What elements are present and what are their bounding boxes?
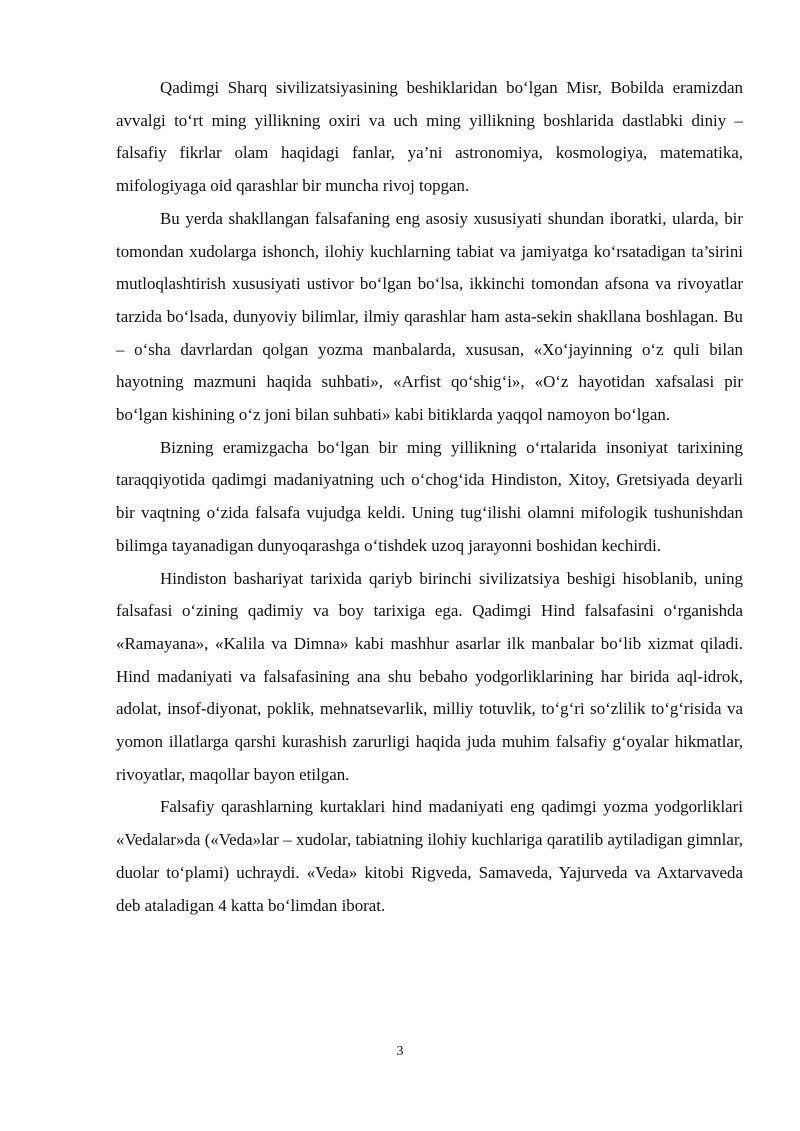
paragraph-5: Falsafiy qarashlarning kurtaklari hind madaniyati eng qadimgi yozma yodgorliklari «Vedalar»da («Veda»lar – xudolar, tabiatning ilohiy kuchlariga qaratilib aytiladigan gimnlar, duolar to‘plami) uchraydi. «Veda» kitobi Rigveda, Samaveda, Yajurveda va Axtarvaveda deb ataladigan 4 katta bo‘limdan iborat.: [116, 797, 743, 915]
page-body: [116, 72, 743, 922]
paragraph-2: Bu yerda shakllangan falsafaning eng asosiy xususiyati shundan iboratki, ularda, bir tomondan xudolarga ishonch, ilohiy kuchlarning tabiat va jamiyatga ko‘rsatadigan ta’sirini mutloqlashtirish xususiyati ustivor bo‘lgan bo‘lsa, ikkinchi tomondan afsona va rivoyatlar tarzida bo‘lsada, dunyoviy bilimlar, ilmiy qarashlar ham asta-sekin shakllana boshlagan. Bu – o‘sha davrlardan qolgan yozma manbalarda, xususan, «Xo‘jayinning o‘z quli bilan hayotning mazmuni haqida suhbati», «Arfist qo‘shig‘i», «O‘z hayotidan xafsalasi pir bo‘lgan kishining o‘z joni bilan suhbati» kabi bitiklarda yaqqol namoyon bo‘lgan.: [116, 208, 743, 425]
paragraph-4: Hindiston bashariyat tarixida qariyb birinchi sivilizatsiya beshigi hisoblanib, uning falsafasi o‘zining qadimiy va boy tarixiga ega. Qadimgi Hind falsafasini o‘rganishda «Ramayana», «Kalila va Dimna» kabi mashhur asarlar ilk manbalar bo‘lib xizmat qiladi. Hind madaniyati va falsafasining ana shu bebaho yodgorliklarining har birida aql-idrok, adolat, insof-diyonat, poklik, mehnatsevarlik, milliy totuvlik, to‘g‘ri so‘zlilik to‘g‘risida va yomon illatlarga qarshi kurashish zarurligi haqida juda muhim falsafiy g‘oyalar hikmatlar, rivoyatlar, maqollar bayon etilgan.: [116, 568, 743, 784]
page-number: 3: [396, 1044, 404, 1059]
paragraph-3: Bizning eramizgacha bo‘lgan bir ming yillikning o‘rtalarida insoniyat tarixining taraqqiyotida qadimgi madaniyatning uch o‘chog‘ida Hindiston, Xitoy, Gretsiyada deyarli bir vaqtning o‘zida falsafa vujudga keldi. Uning tug‘ilishi olamni mifologik tushunishdan bilimga tayanadigan dunyoqarashga o‘tishdek uzoq jarayonni boshidan kechirdi.: [116, 437, 743, 555]
paragraph-1: Qadimgi Sharq sivilizatsiyasining beshiklaridan bo‘lgan Misr, Bobilda eramizdan avvalgi to‘rt ming yillikning oxiri va uch ming yillikning boshlarida dastlabki diniy – falsafiy fikrlar olam haqidagi fanlar, ya’ni astronomiya, kosmologiya, matematika, mifologiyaga oid qarashlar bir muncha rivoj topgan.: [116, 78, 743, 196]
